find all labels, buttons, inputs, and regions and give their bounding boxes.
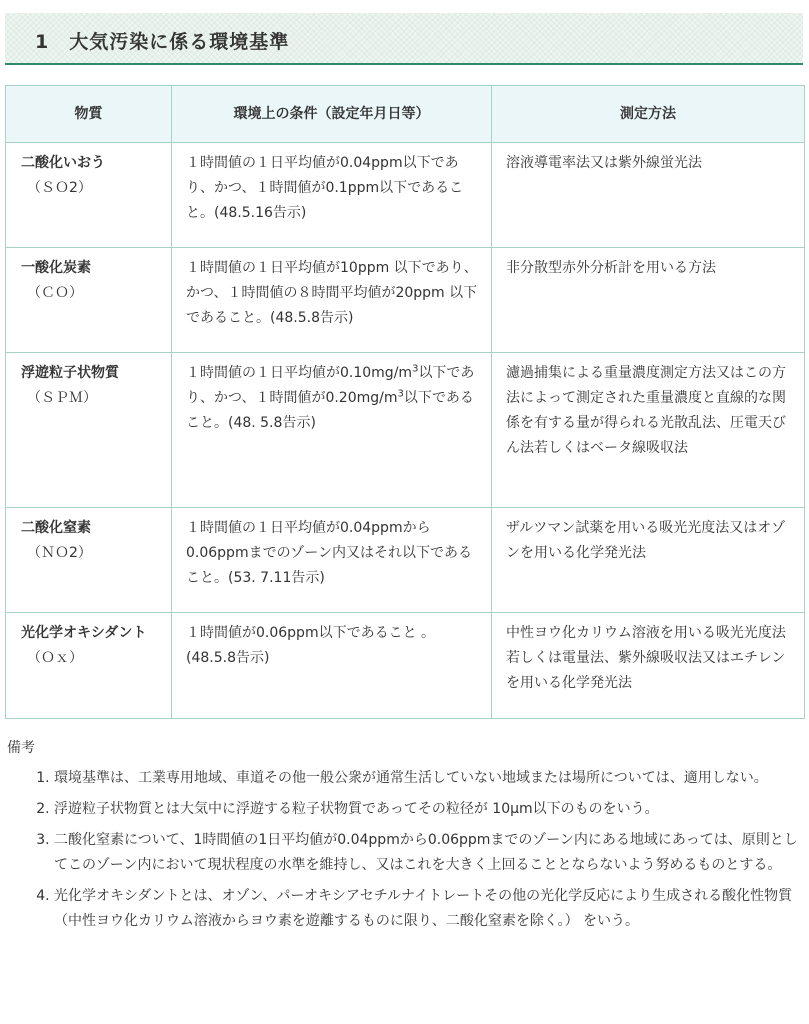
remarks-list: [36, 766, 804, 940]
condition-text-part: １時間値の１日平均値が0.10mg/m: [186, 365, 413, 381]
substance-cell: [6, 143, 172, 248]
substance-formula: （Ｏｘ）: [27, 650, 83, 666]
remarks-item: 2. 浮遊粒子状物質とは大気中に浮遊する粒子状物質であってその粒径が 10μm以下のものをいう。: [54, 797, 804, 822]
condition-cell: １時間値が0.06ppm以下であること 。(48.5.8告示): [172, 613, 492, 719]
remarks-item: 1. 環境基準は、工業専用地域、車道その他一般公衆が通常生活していない地域または場所については、適用しない。: [54, 766, 804, 791]
condition-text-part: 以下であり、かつ、１時間値が0.20mg/m: [186, 365, 475, 406]
condition-text-part: 以下であること。(48. 5.8告示): [186, 390, 474, 431]
table-header-row: [6, 86, 805, 143]
air-quality-standards-table: [5, 85, 805, 719]
table-row: [6, 508, 805, 613]
substance-formula: （ＳＯ2）: [27, 180, 92, 196]
substance-name: 一酸化炭素: [21, 260, 91, 276]
method-cell: 非分散型赤外分析計を用いる方法: [492, 248, 805, 353]
condition-cell: １時間値の１日平均値が10ppm 以下であり、かつ、１時間値の８時間平均値が20ppm 以下であること。(48.5.8告示): [172, 248, 492, 353]
substance-name: 二酸化窒素: [21, 520, 91, 536]
table-row: [6, 143, 805, 248]
substance-cell: [6, 613, 172, 719]
condition-cell: １時間値の１日平均値が0.04ppmから0.06ppmまでのゾーン内又はそれ以下であること。(53. 7.11告示): [172, 508, 492, 613]
substance-name: 浮遊粒子状物質: [21, 365, 119, 381]
section-heading: [5, 13, 803, 65]
table-row: [6, 353, 805, 508]
substance-formula: （ＣＯ）: [27, 285, 83, 301]
substance-cell: [6, 353, 172, 508]
method-cell: ザルツマン試薬を用いる吸光光度法又はオゾンを用いる化学発光法: [492, 508, 805, 613]
superscript-three: 3: [397, 388, 404, 400]
column-header-substance: 物質: [6, 86, 172, 143]
superscript-three: 3: [412, 363, 419, 375]
method-cell: 溶液導電率法又は紫外線蛍光法: [492, 143, 805, 248]
remarks-item: 4. 光化学オキシダントとは、オゾン、パーオキシアセチルナイトレートその他の光化学反応により生成される酸化性物質（中性ヨウ化カリウム溶液からヨウ素を遊離するものに限り、二酸化窒素を除く。） をいう。: [54, 884, 804, 934]
substance-name: 二酸化いおう: [21, 155, 105, 171]
table-row: [6, 613, 805, 719]
table-row: [6, 248, 805, 353]
substance-cell: [6, 508, 172, 613]
substance-formula: （ＮＯ2）: [27, 545, 92, 561]
section-title: 1 大気汚染に係る環境基準: [35, 31, 290, 53]
condition-cell: [172, 353, 492, 508]
column-header-method: 測定方法: [492, 86, 805, 143]
method-cell: 中性ヨウ化カリウム溶液を用いる吸光光度法若しくは電量法、紫外線吸収法又はエチレンを用いる化学発光法: [492, 613, 805, 719]
remarks-title: 備考: [7, 740, 35, 756]
method-cell: 濾過捕集による重量濃度測定方法又はこの方法によって測定された重量濃度と直線的な関係を有する量が得られる光散乱法、圧電天びん法若しくはベータ線吸収法: [492, 353, 805, 508]
substance-name: 光化学オキシダント: [21, 625, 147, 641]
condition-cell: １時間値の１日平均値が0.04ppm以下であり、かつ、１時間値が0.1ppm以下であること。(48.5.16告示): [172, 143, 492, 248]
substance-cell: [6, 248, 172, 353]
substance-formula: （ＳＰＭ）: [27, 390, 97, 406]
remarks-item: 3. 二酸化窒素について、1時間値の1日平均値が0.04ppmから0.06ppmまでのゾーン内にある地域にあっては、原則としてこのゾーン内において現状程度の水準を維持し、又はこれを大きく上回ることとならないよう努めるものとする。: [54, 828, 804, 878]
column-header-condition: 環境上の条件（設定年月日等）: [172, 86, 492, 143]
